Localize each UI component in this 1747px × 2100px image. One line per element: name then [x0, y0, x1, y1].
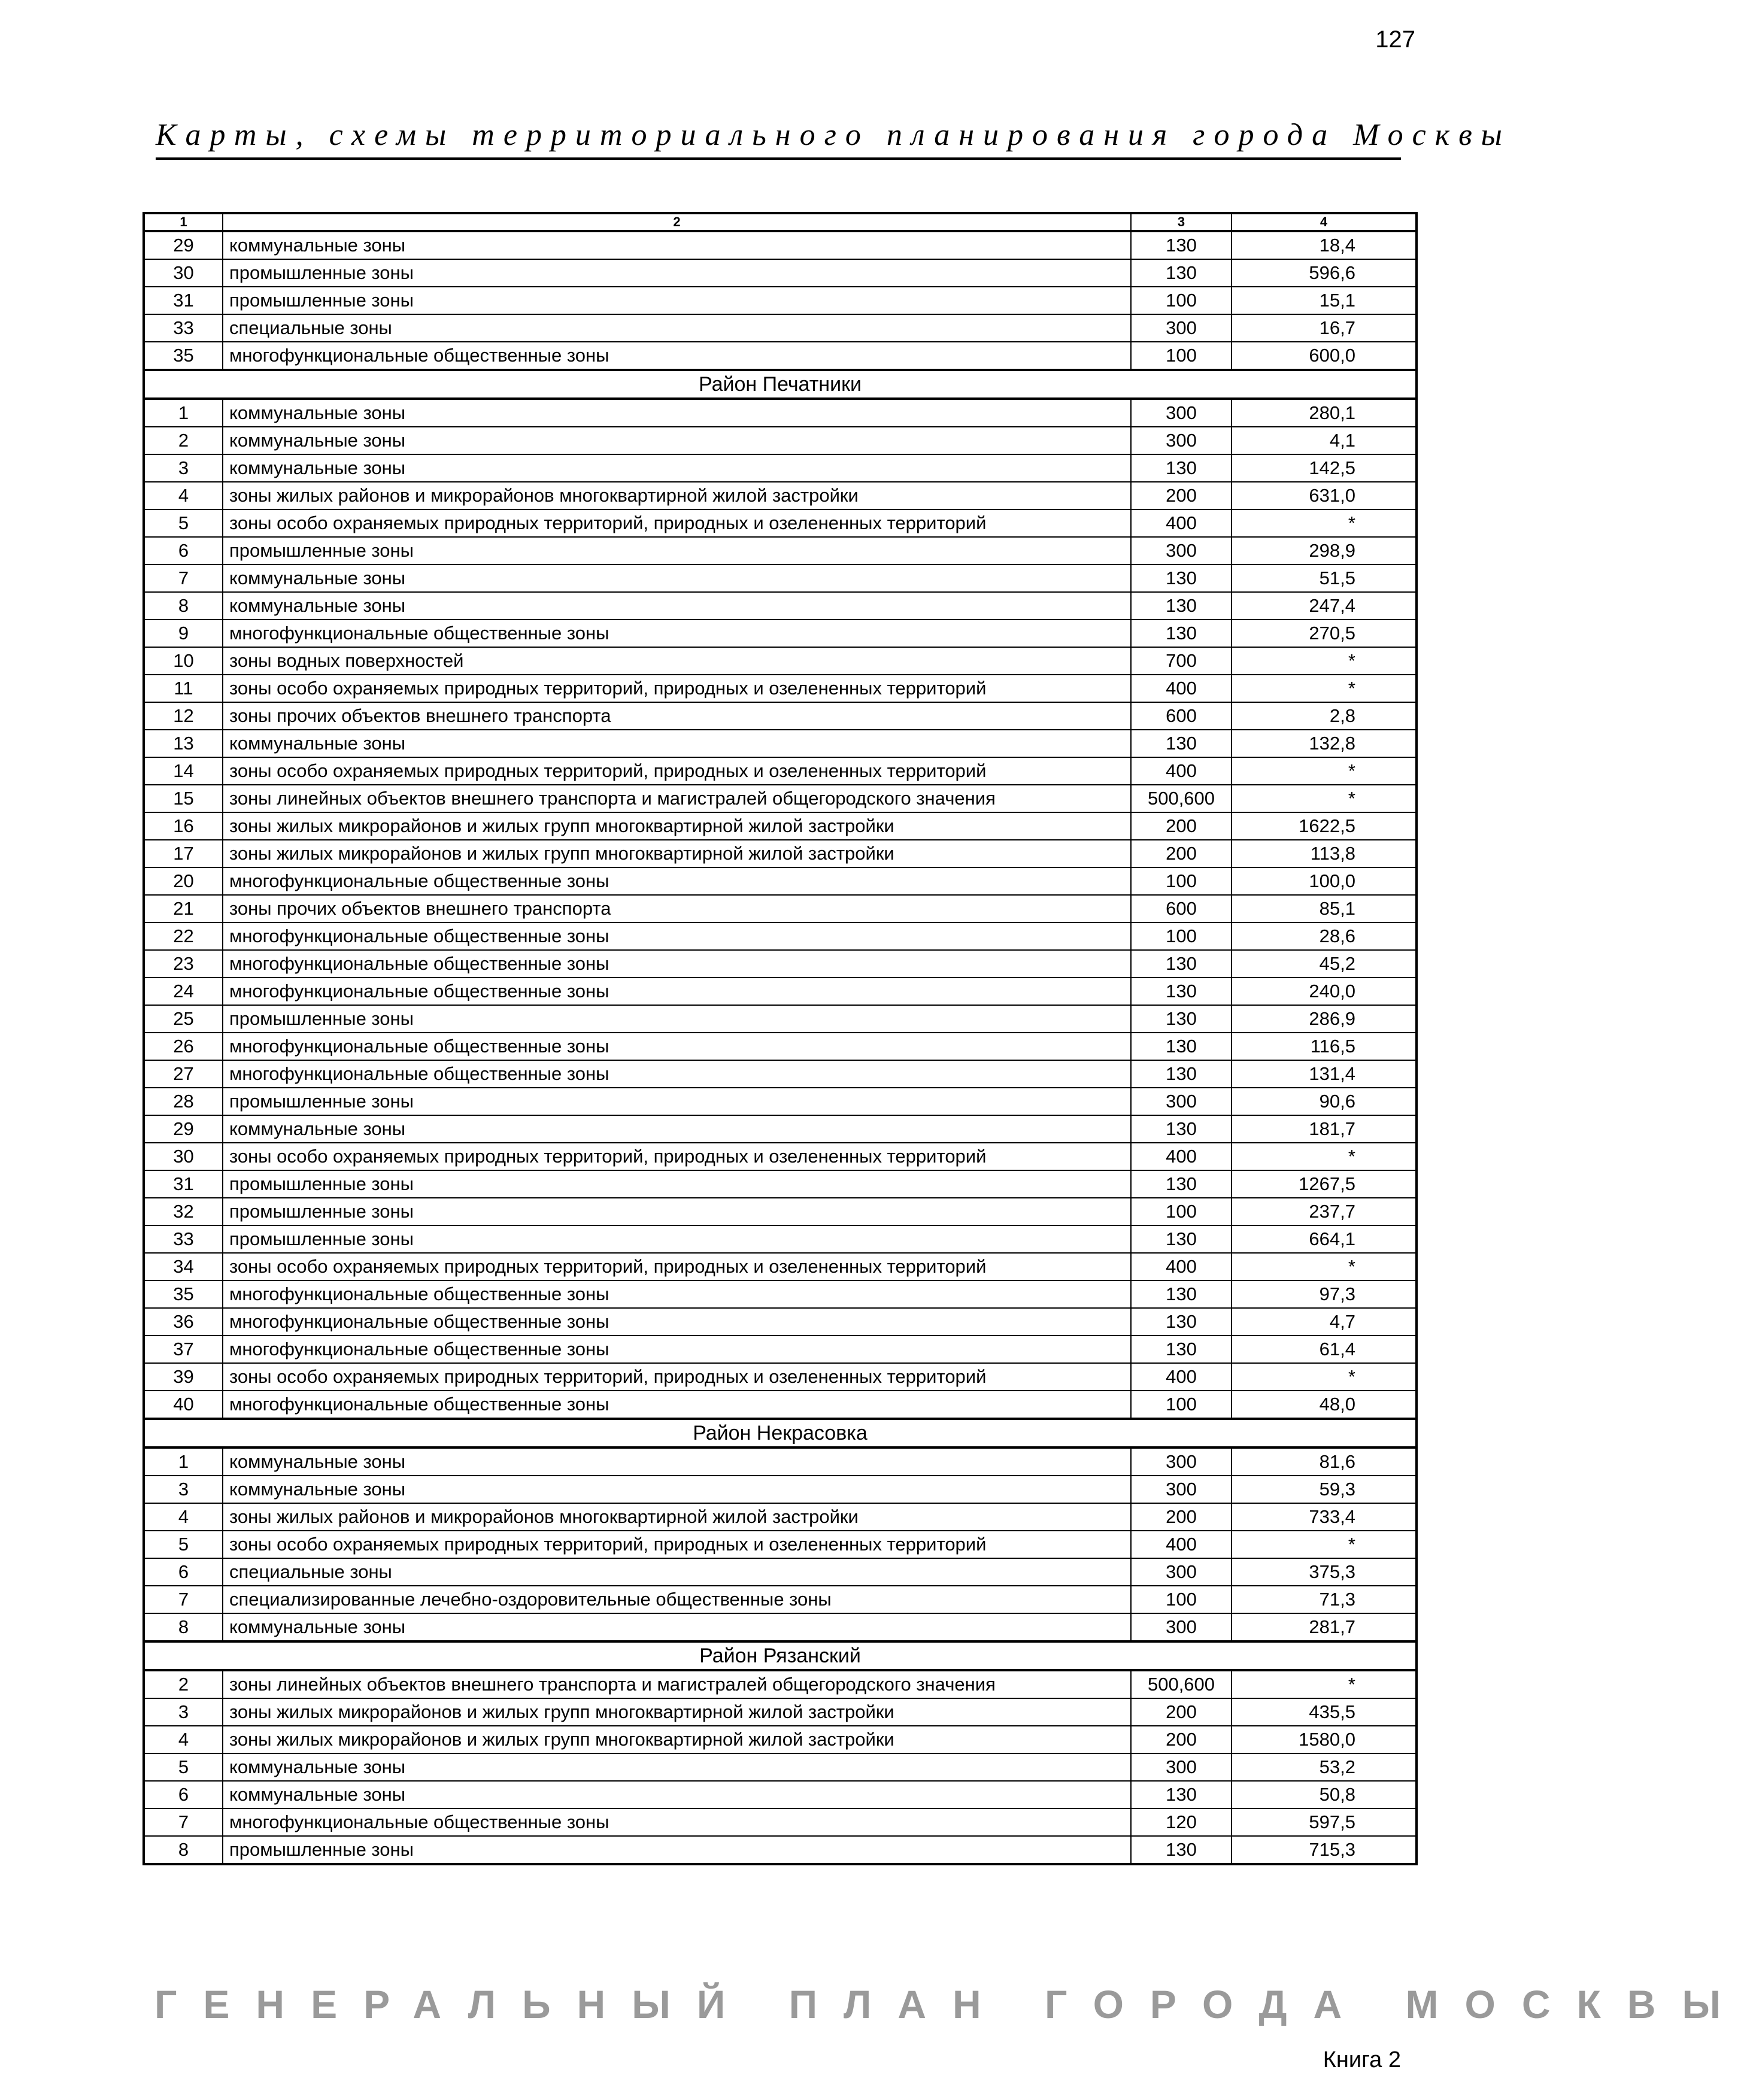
footer-book: Книга 2 [1323, 2047, 1401, 2072]
zone-code: 130 [1131, 730, 1232, 757]
zone-description: промышленные зоны [223, 287, 1131, 314]
zone-description: промышленные зоны [223, 1170, 1131, 1198]
zone-code: 130 [1131, 454, 1232, 482]
row-number: 4 [144, 1503, 223, 1531]
zone-code: 130 [1131, 1781, 1232, 1808]
zone-description: коммунальные зоны [223, 1781, 1131, 1808]
row-number: 3 [144, 1698, 223, 1726]
table-row [144, 1753, 1417, 1781]
row-number: 1 [144, 1447, 223, 1476]
table-row [144, 1586, 1417, 1613]
table-row [144, 509, 1417, 537]
table-row [144, 757, 1417, 785]
table-row [144, 1280, 1417, 1308]
area-value: 45,2 [1232, 950, 1417, 978]
row-number: 34 [144, 1253, 223, 1280]
zone-code: 130 [1131, 1170, 1232, 1198]
area-value: * [1232, 1531, 1417, 1558]
zone-code: 200 [1131, 1698, 1232, 1726]
area-value: 286,9 [1232, 1005, 1417, 1033]
zone-code: 600 [1131, 702, 1232, 730]
zone-description: зоны жилых микрорайонов и жилых групп многоквартирной жилой застройки [223, 1698, 1131, 1726]
zone-code: 130 [1131, 259, 1232, 287]
row-number: 6 [144, 1558, 223, 1586]
row-number: 32 [144, 1198, 223, 1225]
header-title: Карты, схемы территориального планирования города Москвы [156, 118, 1511, 152]
zone-code: 300 [1131, 1613, 1232, 1641]
zone-description: зоны жилых микрорайонов и жилых групп многоквартирной жилой застройки [223, 812, 1131, 840]
zone-description: коммунальные зоны [223, 427, 1131, 454]
zone-code: 130 [1131, 978, 1232, 1005]
zone-description: коммунальные зоны [223, 1613, 1131, 1641]
row-number: 31 [144, 287, 223, 314]
row-number: 14 [144, 757, 223, 785]
row-number: 30 [144, 259, 223, 287]
row-number: 5 [144, 1753, 223, 1781]
table-row [144, 1088, 1417, 1115]
zone-table [142, 212, 1418, 1865]
row-number: 6 [144, 1781, 223, 1808]
row-number: 31 [144, 1170, 223, 1198]
zone-code: 300 [1131, 1558, 1232, 1586]
row-number: 24 [144, 978, 223, 1005]
zone-description: промышленные зоны [223, 1198, 1131, 1225]
zone-code: 100 [1131, 342, 1232, 370]
district-heading-row [144, 370, 1417, 399]
row-number: 3 [144, 454, 223, 482]
area-value: * [1232, 1363, 1417, 1391]
row-number: 40 [144, 1391, 223, 1419]
zone-code: 130 [1131, 1308, 1232, 1336]
zone-code: 130 [1131, 1225, 1232, 1253]
table-row [144, 537, 1417, 565]
zone-description: многофункциональные общественные зоны [223, 1308, 1131, 1336]
row-number: 9 [144, 620, 223, 647]
zone-code: 300 [1131, 537, 1232, 565]
area-value: 247,4 [1232, 592, 1417, 620]
row-number: 13 [144, 730, 223, 757]
zone-description: зоны особо охраняемых природных территорий, природных и озелененных территорий [223, 1253, 1131, 1280]
table-row [144, 1670, 1417, 1698]
zone-code: 400 [1131, 509, 1232, 537]
zone-description: промышленные зоны [223, 1225, 1131, 1253]
zone-description: многофункциональные общественные зоны [223, 620, 1131, 647]
district-heading-row [144, 1641, 1417, 1670]
table-row [144, 1143, 1417, 1170]
zone-description: многофункциональные общественные зоны [223, 1033, 1131, 1060]
table-row [144, 592, 1417, 620]
area-value: 100,0 [1232, 867, 1417, 895]
zone-description: специальные зоны [223, 314, 1131, 342]
table-row [144, 1503, 1417, 1531]
table-body [144, 231, 1417, 1864]
table-row [144, 399, 1417, 427]
row-number: 4 [144, 1726, 223, 1753]
zone-description: многофункциональные общественные зоны [223, 1060, 1131, 1088]
row-number: 17 [144, 840, 223, 867]
zone-code: 130 [1131, 1005, 1232, 1033]
row-number: 35 [144, 1280, 223, 1308]
zone-description: зоны особо охраняемых природных территорий, природных и озелененных территорий [223, 509, 1131, 537]
zone-code: 400 [1131, 1531, 1232, 1558]
zone-description: зоны особо охраняемых природных территорий, природных и озелененных территорий [223, 1531, 1131, 1558]
table-row [144, 1726, 1417, 1753]
row-number: 25 [144, 1005, 223, 1033]
table-row [144, 1613, 1417, 1641]
row-number: 8 [144, 1613, 223, 1641]
header-rule [156, 157, 1401, 160]
table-header-row [144, 213, 1417, 231]
area-value: 281,7 [1232, 1613, 1417, 1641]
row-number: 35 [144, 342, 223, 370]
area-value: 53,2 [1232, 1753, 1417, 1781]
zone-description: коммунальные зоны [223, 399, 1131, 427]
table-row [144, 1476, 1417, 1503]
table-row [144, 1698, 1417, 1726]
zone-code: 400 [1131, 1363, 1232, 1391]
table-row [144, 1391, 1417, 1419]
table-row [144, 1363, 1417, 1391]
area-value: 16,7 [1232, 314, 1417, 342]
table-row [144, 287, 1417, 314]
zone-description: многофункциональные общественные зоны [223, 978, 1131, 1005]
zone-description: промышленные зоны [223, 259, 1131, 287]
row-number: 27 [144, 1060, 223, 1088]
zone-code: 100 [1131, 1198, 1232, 1225]
area-value: 48,0 [1232, 1391, 1417, 1419]
zone-code: 130 [1131, 620, 1232, 647]
row-number: 20 [144, 867, 223, 895]
page-number: 127 [1375, 26, 1415, 53]
zone-code: 130 [1131, 1033, 1232, 1060]
zone-code: 300 [1131, 1088, 1232, 1115]
area-value: * [1232, 509, 1417, 537]
area-value: * [1232, 1253, 1417, 1280]
zone-code: 200 [1131, 482, 1232, 509]
row-number: 30 [144, 1143, 223, 1170]
zone-code: 100 [1131, 867, 1232, 895]
table-row [144, 1808, 1417, 1836]
row-number: 29 [144, 1115, 223, 1143]
table-row [144, 482, 1417, 509]
area-value: 50,8 [1232, 1781, 1417, 1808]
table-row [144, 620, 1417, 647]
row-number: 3 [144, 1476, 223, 1503]
table-row [144, 785, 1417, 812]
table-row [144, 1781, 1417, 1808]
table-row [144, 259, 1417, 287]
zone-description: промышленные зоны [223, 1088, 1131, 1115]
row-number: 5 [144, 509, 223, 537]
area-value: 85,1 [1232, 895, 1417, 922]
table-row [144, 867, 1417, 895]
row-number: 36 [144, 1308, 223, 1336]
area-value: 298,9 [1232, 537, 1417, 565]
zone-description: промышленные зоны [223, 1005, 1131, 1033]
area-value: * [1232, 1670, 1417, 1698]
area-value: 597,5 [1232, 1808, 1417, 1836]
zone-code: 300 [1131, 314, 1232, 342]
zone-code: 100 [1131, 1391, 1232, 1419]
row-number: 4 [144, 482, 223, 509]
zone-code: 300 [1131, 1476, 1232, 1503]
area-value: * [1232, 675, 1417, 702]
area-value: 131,4 [1232, 1060, 1417, 1088]
zone-code: 100 [1131, 1586, 1232, 1613]
area-value: 15,1 [1232, 287, 1417, 314]
table-row [144, 895, 1417, 922]
zone-code: 300 [1131, 399, 1232, 427]
row-number: 23 [144, 950, 223, 978]
area-value: 71,3 [1232, 1586, 1417, 1613]
row-number: 33 [144, 314, 223, 342]
area-value: 181,7 [1232, 1115, 1417, 1143]
table-row [144, 1060, 1417, 1088]
row-number: 10 [144, 647, 223, 675]
row-number: 11 [144, 675, 223, 702]
zone-code: 300 [1131, 1753, 1232, 1781]
column-header-1: 1 [144, 213, 223, 231]
table-row [144, 1225, 1417, 1253]
row-number: 29 [144, 231, 223, 259]
zone-code: 100 [1131, 922, 1232, 950]
area-value: 280,1 [1232, 399, 1417, 427]
zone-description: коммунальные зоны [223, 1447, 1131, 1476]
row-number: 21 [144, 895, 223, 922]
table-row [144, 922, 1417, 950]
zone-description: зоны прочих объектов внешнего транспорта [223, 895, 1131, 922]
area-value: 59,3 [1232, 1476, 1417, 1503]
table-row [144, 1115, 1417, 1143]
table-row [144, 1170, 1417, 1198]
zone-code: 700 [1131, 647, 1232, 675]
area-value: 715,3 [1232, 1836, 1417, 1864]
area-value: 2,8 [1232, 702, 1417, 730]
district-heading: Район Рязанский [144, 1641, 1417, 1670]
zone-description: зоны водных поверхностей [223, 647, 1131, 675]
area-value: 142,5 [1232, 454, 1417, 482]
zone-description: многофункциональные общественные зоны [223, 1391, 1131, 1419]
area-value: 4,7 [1232, 1308, 1417, 1336]
area-value: 631,0 [1232, 482, 1417, 509]
area-value: 733,4 [1232, 1503, 1417, 1531]
row-number: 7 [144, 565, 223, 592]
table-row [144, 1198, 1417, 1225]
footer-title: ГЕНЕРАЛЬНЫЙ ПЛАН ГОРОДА МОСКВЫ [154, 1982, 1747, 2026]
table-row [144, 427, 1417, 454]
zone-description: коммунальные зоны [223, 592, 1131, 620]
area-value: 664,1 [1232, 1225, 1417, 1253]
zone-description: зоны жилых микрорайонов и жилых групп многоквартирной жилой застройки [223, 840, 1131, 867]
table-row [144, 565, 1417, 592]
row-number: 8 [144, 1836, 223, 1864]
row-number: 1 [144, 399, 223, 427]
zone-code: 200 [1131, 1503, 1232, 1531]
zone-code: 130 [1131, 1060, 1232, 1088]
zone-code: 300 [1131, 427, 1232, 454]
zone-description: многофункциональные общественные зоны [223, 342, 1131, 370]
row-number: 5 [144, 1531, 223, 1558]
row-number: 2 [144, 427, 223, 454]
row-number: 12 [144, 702, 223, 730]
area-value: 4,1 [1232, 427, 1417, 454]
column-header-4: 4 [1232, 213, 1417, 231]
zone-description: коммунальные зоны [223, 454, 1131, 482]
zone-code: 400 [1131, 757, 1232, 785]
row-number: 15 [144, 785, 223, 812]
zone-description: зоны особо охраняемых природных территорий, природных и озелененных территорий [223, 675, 1131, 702]
zone-description: промышленные зоны [223, 537, 1131, 565]
zone-description: зоны особо охраняемых природных территорий, природных и озелененных территорий [223, 1143, 1131, 1170]
zone-code: 200 [1131, 812, 1232, 840]
column-header-2: 2 [223, 213, 1131, 231]
row-number: 7 [144, 1808, 223, 1836]
zone-description: многофункциональные общественные зоны [223, 1336, 1131, 1363]
table-row [144, 647, 1417, 675]
row-number: 37 [144, 1336, 223, 1363]
table-row [144, 730, 1417, 757]
zone-description: зоны особо охраняемых природных территорий, природных и озелененных территорий [223, 757, 1131, 785]
area-value: 600,0 [1232, 342, 1417, 370]
row-number: 6 [144, 537, 223, 565]
table-row [144, 342, 1417, 370]
row-number: 22 [144, 922, 223, 950]
table-row [144, 675, 1417, 702]
zone-code: 200 [1131, 840, 1232, 867]
zone-description: многофункциональные общественные зоны [223, 950, 1131, 978]
zone-code: 500,600 [1131, 1670, 1232, 1698]
table-row [144, 1531, 1417, 1558]
area-value: 270,5 [1232, 620, 1417, 647]
row-number: 26 [144, 1033, 223, 1060]
zone-description: многофункциональные общественные зоны [223, 867, 1131, 895]
zone-description: коммунальные зоны [223, 730, 1131, 757]
area-value: 240,0 [1232, 978, 1417, 1005]
table-row [144, 314, 1417, 342]
area-value: 237,7 [1232, 1198, 1417, 1225]
row-number: 16 [144, 812, 223, 840]
area-value: 1580,0 [1232, 1726, 1417, 1753]
area-value: 61,4 [1232, 1336, 1417, 1363]
table-row [144, 454, 1417, 482]
zone-description: коммунальные зоны [223, 1115, 1131, 1143]
district-heading: Район Некрасовка [144, 1419, 1417, 1447]
area-value: 51,5 [1232, 565, 1417, 592]
table-row [144, 840, 1417, 867]
zone-description: зоны жилых районов и микрорайонов многоквартирной жилой застройки [223, 482, 1131, 509]
row-number: 2 [144, 1670, 223, 1698]
zone-code: 300 [1131, 1447, 1232, 1476]
area-value: 113,8 [1232, 840, 1417, 867]
zone-code: 130 [1131, 1336, 1232, 1363]
zone-code: 130 [1131, 565, 1232, 592]
table-row [144, 1005, 1417, 1033]
area-value: 132,8 [1232, 730, 1417, 757]
zone-code: 500,600 [1131, 785, 1232, 812]
area-value: 97,3 [1232, 1280, 1417, 1308]
zone-description: многофункциональные общественные зоны [223, 922, 1131, 950]
area-value: 1622,5 [1232, 812, 1417, 840]
zone-description: зоны жилых районов и микрорайонов многоквартирной жилой застройки [223, 1503, 1131, 1531]
zone-code: 130 [1131, 1836, 1232, 1864]
zone-description: зоны особо охраняемых природных территорий, природных и озелененных территорий [223, 1363, 1131, 1391]
area-value: 18,4 [1232, 231, 1417, 259]
zone-description: зоны линейных объектов внешнего транспорта и магистралей общегородского значения [223, 785, 1131, 812]
area-value: 375,3 [1232, 1558, 1417, 1586]
zone-code: 130 [1131, 592, 1232, 620]
zone-description: промышленные зоны [223, 1836, 1131, 1864]
district-heading-row [144, 1419, 1417, 1447]
zone-code: 600 [1131, 895, 1232, 922]
row-number: 28 [144, 1088, 223, 1115]
zone-code: 400 [1131, 675, 1232, 702]
column-header-3: 3 [1131, 213, 1232, 231]
zone-code: 130 [1131, 950, 1232, 978]
area-value: 90,6 [1232, 1088, 1417, 1115]
zone-description: многофункциональные общественные зоны [223, 1808, 1131, 1836]
area-value: 435,5 [1232, 1698, 1417, 1726]
zone-description: специализированные лечебно-оздоровительные общественные зоны [223, 1586, 1131, 1613]
area-value: 81,6 [1232, 1447, 1417, 1476]
table-row [144, 231, 1417, 259]
zone-description: специальные зоны [223, 1558, 1131, 1586]
district-heading: Район Печатники [144, 370, 1417, 399]
table-row [144, 1836, 1417, 1864]
zone-description: коммунальные зоны [223, 1753, 1131, 1781]
table-row [144, 1253, 1417, 1280]
zone-description: зоны жилых микрорайонов и жилых групп многоквартирной жилой застройки [223, 1726, 1131, 1753]
area-value: 28,6 [1232, 922, 1417, 950]
zone-description: зоны прочих объектов внешнего транспорта [223, 702, 1131, 730]
zone-code: 100 [1131, 287, 1232, 314]
area-value: * [1232, 1143, 1417, 1170]
row-number: 39 [144, 1363, 223, 1391]
zone-description: коммунальные зоны [223, 231, 1131, 259]
zone-code: 120 [1131, 1808, 1232, 1836]
table-row [144, 950, 1417, 978]
row-number: 33 [144, 1225, 223, 1253]
area-value: 596,6 [1232, 259, 1417, 287]
table-row [144, 1308, 1417, 1336]
zone-description: коммунальные зоны [223, 1476, 1131, 1503]
zone-code: 130 [1131, 1280, 1232, 1308]
table-row [144, 978, 1417, 1005]
table-row [144, 1033, 1417, 1060]
table-row [144, 702, 1417, 730]
area-value: * [1232, 647, 1417, 675]
zone-description: коммунальные зоны [223, 565, 1131, 592]
zone-description: зоны линейных объектов внешнего транспорта и магистралей общегородского значения [223, 1670, 1131, 1698]
zone-code: 400 [1131, 1143, 1232, 1170]
table-row [144, 812, 1417, 840]
zone-code: 400 [1131, 1253, 1232, 1280]
zone-code: 130 [1131, 231, 1232, 259]
area-value: * [1232, 757, 1417, 785]
table-row [144, 1558, 1417, 1586]
area-value: * [1232, 785, 1417, 812]
zone-code: 200 [1131, 1726, 1232, 1753]
area-value: 116,5 [1232, 1033, 1417, 1060]
table-row [144, 1336, 1417, 1363]
row-number: 7 [144, 1586, 223, 1613]
row-number: 8 [144, 592, 223, 620]
area-value: 1267,5 [1232, 1170, 1417, 1198]
zone-code: 130 [1131, 1115, 1232, 1143]
table-row [144, 1447, 1417, 1476]
zone-description: многофункциональные общественные зоны [223, 1280, 1131, 1308]
